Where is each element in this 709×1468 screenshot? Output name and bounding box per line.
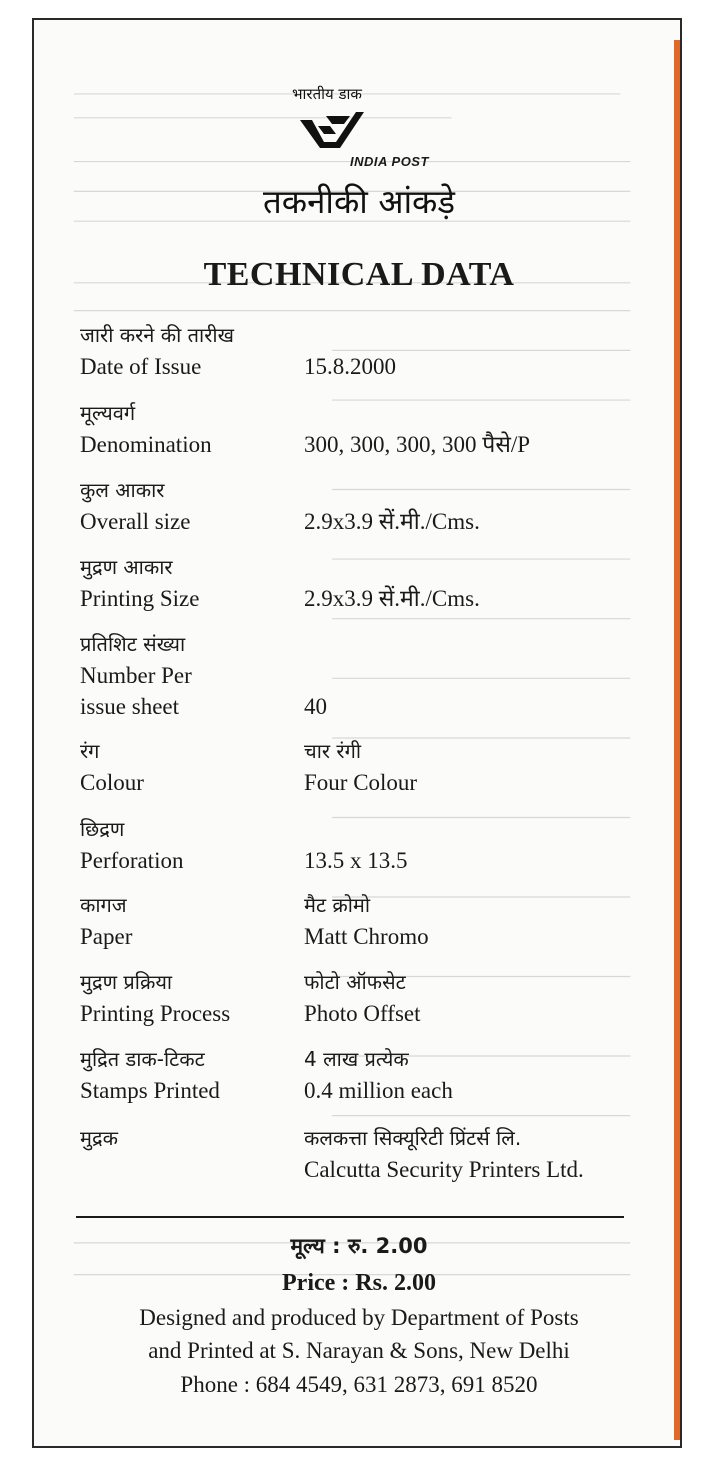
title-english: TECHNICAL DATA [203, 256, 515, 293]
value-hindi: फोटो ऑफसेट [304, 970, 406, 994]
value-english: Four Colour [304, 770, 418, 795]
label-english: Perforation [80, 848, 184, 873]
value-hindi: 4 लाख प्रत्येक [304, 1047, 409, 1071]
label-hindi: मुद्रण प्रक्रिया [80, 970, 173, 994]
phone-line: Phone : 684 4549, 631 2873, 691 8520 [180, 1372, 538, 1397]
label-hindi: कुल आकार [80, 478, 165, 502]
label-english: Printing Process [80, 1001, 231, 1026]
value-english: Matt Chromo [304, 924, 429, 949]
value-english: 15.8.2000 [304, 354, 396, 379]
label-hindi: मूल्यवर्ग [80, 401, 136, 425]
label-hindi: मुद्रित डाक-टिकट [80, 1047, 205, 1071]
credit-line-1: Designed and produced by Department of Posts [139, 1305, 579, 1330]
label-english: Date of Issue [80, 354, 202, 379]
label-hindi: कागज [80, 893, 127, 917]
label-english: Number Per [80, 663, 192, 688]
label-hindi: रंग [80, 739, 100, 763]
field-colour-label [80, 736, 144, 798]
label-hindi: मुद्रण आकार [80, 555, 173, 579]
field-overall-size-value [304, 506, 480, 537]
field-denomination-value [304, 429, 530, 460]
logo-hindi-text: भारतीय डाक [292, 85, 362, 103]
label-english-line2: issue sheet [80, 694, 180, 719]
field-stamps-printed-label [80, 1044, 220, 1106]
field-overall-size-label [80, 475, 190, 537]
value-english: Calcutta Security Printers Ltd. [304, 1157, 584, 1182]
label-hindi: छिद्रण [80, 817, 125, 841]
label-english: Overall size [80, 509, 191, 534]
field-number-per-sheet-value [304, 691, 327, 722]
label-hindi: प्रतिशिट संख्या [80, 632, 186, 656]
field-printer-value [304, 1123, 584, 1185]
field-printing-process-label [80, 967, 230, 1029]
value-english: 0.4 million each [304, 1078, 453, 1103]
field-perforation-value [304, 845, 408, 876]
label-hindi: मुद्रक [80, 1126, 118, 1150]
value-english: 300, 300, 300, 300 पैसे/P [304, 432, 531, 457]
field-printing-process-value [304, 967, 421, 1029]
field-paper-label [80, 890, 132, 952]
field-printing-size-value [304, 583, 480, 614]
field-date-of-issue-label [80, 320, 234, 382]
logo-english-text: INDIA POST [350, 154, 429, 169]
field-colour-value [304, 736, 417, 798]
value-english: 2.9x3.9 सें.मी./Cms. [304, 586, 480, 611]
field-perforation-label [80, 814, 183, 876]
value-hindi: चार रंगी [304, 739, 362, 763]
value-hindi: मैट क्रोमो [304, 893, 371, 917]
value-english: 13.5 x 13.5 [304, 848, 408, 873]
value-english: 40 [304, 694, 327, 719]
field-printing-size-label [80, 552, 199, 614]
credit-line-2: and Printed at S. Narayan & Sons, New Delhi [148, 1338, 570, 1363]
label-english: Denomination [80, 432, 212, 457]
price-english: Price : Rs. 2.00 [282, 1270, 436, 1296]
value-english: Photo Offset [304, 1001, 421, 1026]
field-denomination-label [80, 398, 212, 460]
label-english: Stamps Printed [80, 1078, 220, 1103]
title-hindi: तकनीकी आंकड़े [262, 182, 456, 221]
field-printer-label [80, 1123, 118, 1154]
price-hindi: मूल्य : रु. 2.00 [290, 1234, 428, 1258]
field-paper-value [304, 890, 429, 952]
field-stamps-printed-value [304, 1044, 453, 1106]
divider-rule [76, 1216, 624, 1218]
india-post-emblem-icon [300, 108, 364, 152]
field-date-of-issue-value [304, 351, 396, 382]
orange-edge [674, 40, 680, 1440]
value-hindi: कलकत्ता सिक्यूरिटी प्रिंटर्स लि. [304, 1126, 522, 1150]
label-english: Paper [80, 924, 133, 949]
label-english: Printing Size [80, 586, 200, 611]
india-post-logo [264, 80, 474, 175]
label-hindi: जारी करने की तारीख [80, 323, 234, 347]
value-english: 2.9x3.9 सें.मी./Cms. [304, 509, 480, 534]
label-english: Colour [80, 770, 144, 795]
brochure-sheet [32, 18, 682, 1448]
field-number-per-sheet-label [80, 629, 192, 722]
